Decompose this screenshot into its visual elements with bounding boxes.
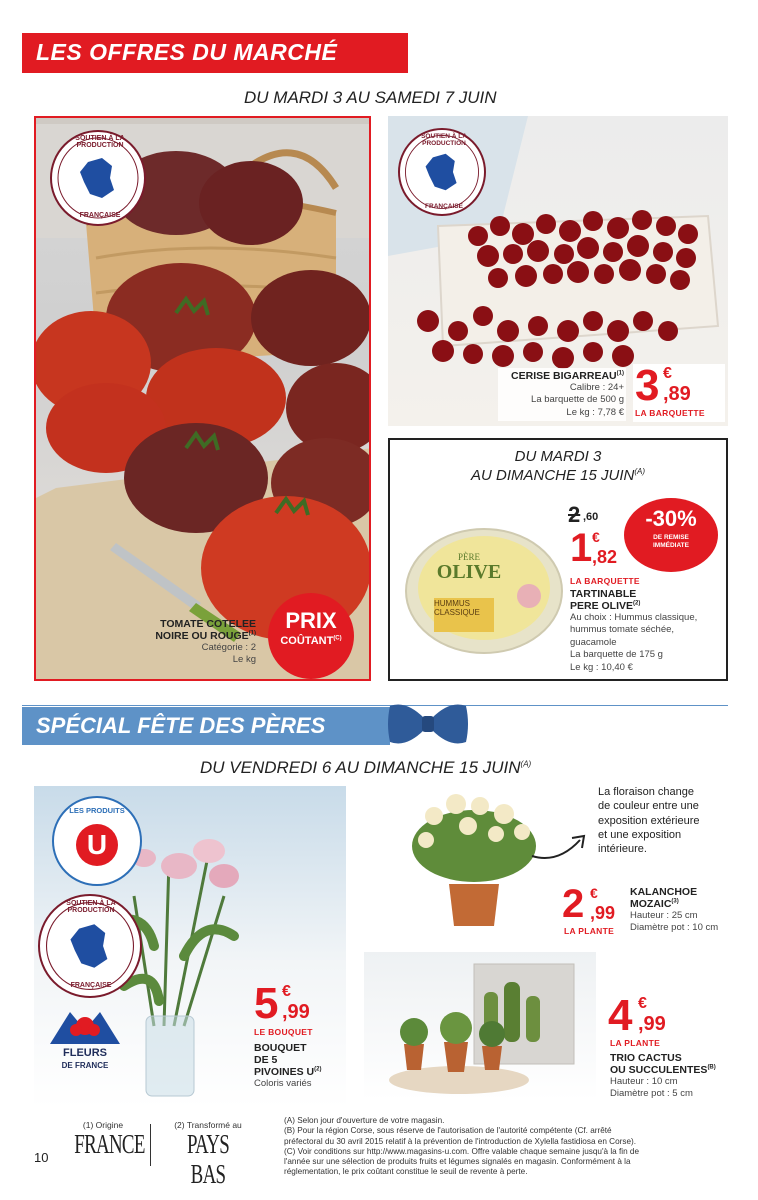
peony-offer	[34, 786, 346, 1108]
date-range: DU MARDI 3 AU SAMEDI 7 JUIN	[244, 88, 497, 107]
discount-text: DE REMISE IMMÉDIATE	[653, 534, 689, 549]
origin-value: PAYS BAS	[186, 1129, 230, 1189]
product-detail: Hauteur : 25 cm Diamètre pot : 10 cm	[630, 910, 719, 934]
footnote-a: (A) Selon jour d'ouverture de votre magasin.	[284, 1116, 445, 1125]
page-number: 10	[34, 1150, 49, 1165]
footnote-c: (C) Voir conditions sur http://www.magasins-u.com. Offre valable chaque semaine jusqu'à la fin de	[284, 1146, 640, 1156]
price-currency: €	[638, 995, 647, 1012]
section-banner-marche	[22, 33, 408, 73]
price-decimals: ,99	[282, 1001, 310, 1023]
arrow-icon	[528, 830, 592, 864]
footnote-b-cont: préfectoral du 30 avril 2015 relatif à la prévention de l'introduction de Xylella fastidiosa en Corse).	[284, 1136, 637, 1146]
badge-line2: $COÛTANT^{(C)}$	[280, 635, 342, 647]
product-detail: Coloris variés	[254, 1078, 312, 1090]
bow-tie-icon	[386, 700, 470, 750]
cherry-price	[633, 361, 725, 422]
cactus-photo	[364, 952, 596, 1100]
product-detail: Calibre : 24+ La barquette de 500 g Le kg : 7,78 €	[531, 382, 624, 418]
old-price-decimals: ,60	[583, 511, 599, 523]
price-unit: LA BARQUETTE	[635, 408, 705, 418]
section-title: SPÉCIAL FÊTE DES PÈRES	[36, 713, 326, 738]
price-currency: €	[592, 529, 600, 545]
price-unit: LA BARQUETTE	[570, 576, 640, 586]
fleurs-de-france-logo	[40, 1004, 130, 1084]
peony-price	[252, 979, 342, 1042]
section-divider	[22, 705, 728, 706]
section-banner-fete	[22, 707, 390, 745]
footnote-c-cont: l'année sur une sélection de produits fruits et légumes signalés en magasin. Conformément à la	[284, 1157, 631, 1166]
origin-label: (1) Origine	[82, 1120, 124, 1130]
product-detail: Hauteur : 10 cm Diamètre pot : 5 cm	[610, 1076, 693, 1100]
cactus-illustration	[364, 952, 596, 1100]
seal-bottom-text: FRANÇAISE	[70, 982, 112, 989]
origin-2	[160, 1120, 256, 1189]
old-price-integer: 2	[568, 502, 581, 527]
prix-coutant-badge	[268, 593, 354, 679]
price-unit: LA PLANTE	[610, 1038, 661, 1048]
fete-date-range: DU VENDREDI 6 AU DIMANCHE 15 $JUIN^{(A)}$	[200, 758, 532, 777]
kalanchoe-price	[562, 884, 628, 940]
product-name: TARTINABLE PERE OLIVE$^{(2)}$	[570, 588, 641, 613]
product-name: BOUQUET DE 5 PIVOINES $U^{(2)}$	[254, 1042, 322, 1079]
discount-badge	[624, 498, 718, 572]
u-logo-icon: U	[76, 824, 118, 866]
footnote-b: (B) Pour la région Corse, sous réserve de l'autorisation de l'autorité compétente (Cf. arrêté	[284, 1126, 612, 1136]
cherry-offer	[388, 116, 728, 426]
price-decimals: ,82	[592, 547, 618, 567]
product-name: TOMATE COTELEE NOIRE OU ROUGE$^{(1)}$	[155, 618, 256, 643]
price-currency: €	[590, 885, 598, 901]
price-decimals: ,99	[638, 1013, 666, 1035]
cactus-price	[608, 991, 688, 1050]
tomato-offer	[34, 116, 371, 681]
badge-top-text: LES PRODUITS	[69, 806, 125, 815]
product-name: KALANCHOE MOZAIC$^{(3)}$	[630, 886, 698, 911]
footnotes	[284, 1116, 740, 1178]
price-decimals: ,99	[590, 903, 616, 923]
peony-label	[254, 1042, 344, 1091]
price-integer: 2	[562, 882, 585, 926]
french-production-seal	[50, 130, 146, 226]
origin-divider	[150, 1124, 151, 1166]
product-detail: Au choix : Hummus classique, hummus tomate séchée, guacamole La barquette de 175 g Le kg : 10,40 €	[570, 612, 698, 673]
seal-top-text: SOUTIEN À LA PRODUCTION	[66, 900, 116, 914]
origin-1	[62, 1120, 144, 1160]
french-production-seal	[398, 128, 486, 216]
produits-u-badge	[52, 796, 142, 886]
product-detail: Catégorie : 2 Le kg	[201, 642, 256, 666]
hummus-label	[570, 588, 724, 674]
kalanchoe-note: La floraison change de couleur entre une exposition extérieure et une exposition intérieure.	[598, 786, 700, 856]
price-integer: 3	[635, 361, 660, 410]
kalanchoe-label	[630, 886, 740, 935]
tomato-label	[140, 618, 256, 667]
old-price	[568, 502, 614, 526]
price-integer: 1	[570, 526, 593, 570]
section-title: LES OFFRES DU MARCHÉ	[36, 39, 338, 65]
price-unit: LA PLANTE	[564, 926, 615, 936]
badge-line1: PRIX	[285, 608, 337, 633]
origin-value: FRANCE	[74, 1129, 145, 1159]
kalanchoe-photo	[404, 786, 544, 932]
price-unit: LE BOUQUET	[254, 1027, 313, 1037]
pack-brand: PÈRE OLIVE	[436, 552, 502, 583]
hummus-date-range: DU MARDI 3 AU DIMANCHE 15 $JUIN^{(A)}$	[470, 448, 646, 484]
discount-value: -30%	[645, 506, 697, 531]
fleurs-text: FLEURS DE FRANCE	[61, 1047, 109, 1070]
origin-label: (2) Transformé au	[174, 1120, 242, 1130]
pack-label: HUMMUS CLASSIQUE	[434, 599, 480, 617]
price-decimals: ,89	[663, 383, 691, 405]
seal-top-text: SOUTIEN À LA PRODUCTION	[75, 135, 125, 149]
price-integer: 5	[254, 979, 279, 1028]
price-currency: €	[282, 983, 291, 1000]
seal-bottom-text: FRANÇAISE	[425, 203, 463, 210]
footnote-c-cont2: réglementation, le prix coûtant constitue le seuil de revente à perte.	[284, 1167, 528, 1177]
french-production-seal	[38, 894, 142, 998]
product-name: TRIO CACTUS OU $SUCCULENTES^{(B)}$	[610, 1052, 716, 1077]
hummus-tub-photo	[404, 526, 564, 656]
flower-icon	[40, 1004, 130, 1048]
cherry-label	[498, 368, 626, 421]
cactus-label	[610, 1052, 740, 1101]
product-name: CERISE BIGARREAU$^{(1)}$	[511, 370, 624, 382]
price-currency: €	[663, 365, 672, 382]
seal-bottom-text: FRANÇAISE	[79, 212, 121, 219]
hummus-offer	[388, 438, 728, 681]
price-integer: 4	[608, 991, 633, 1040]
seal-top-text: SOUTIEN À LA PRODUCTION	[421, 133, 467, 147]
